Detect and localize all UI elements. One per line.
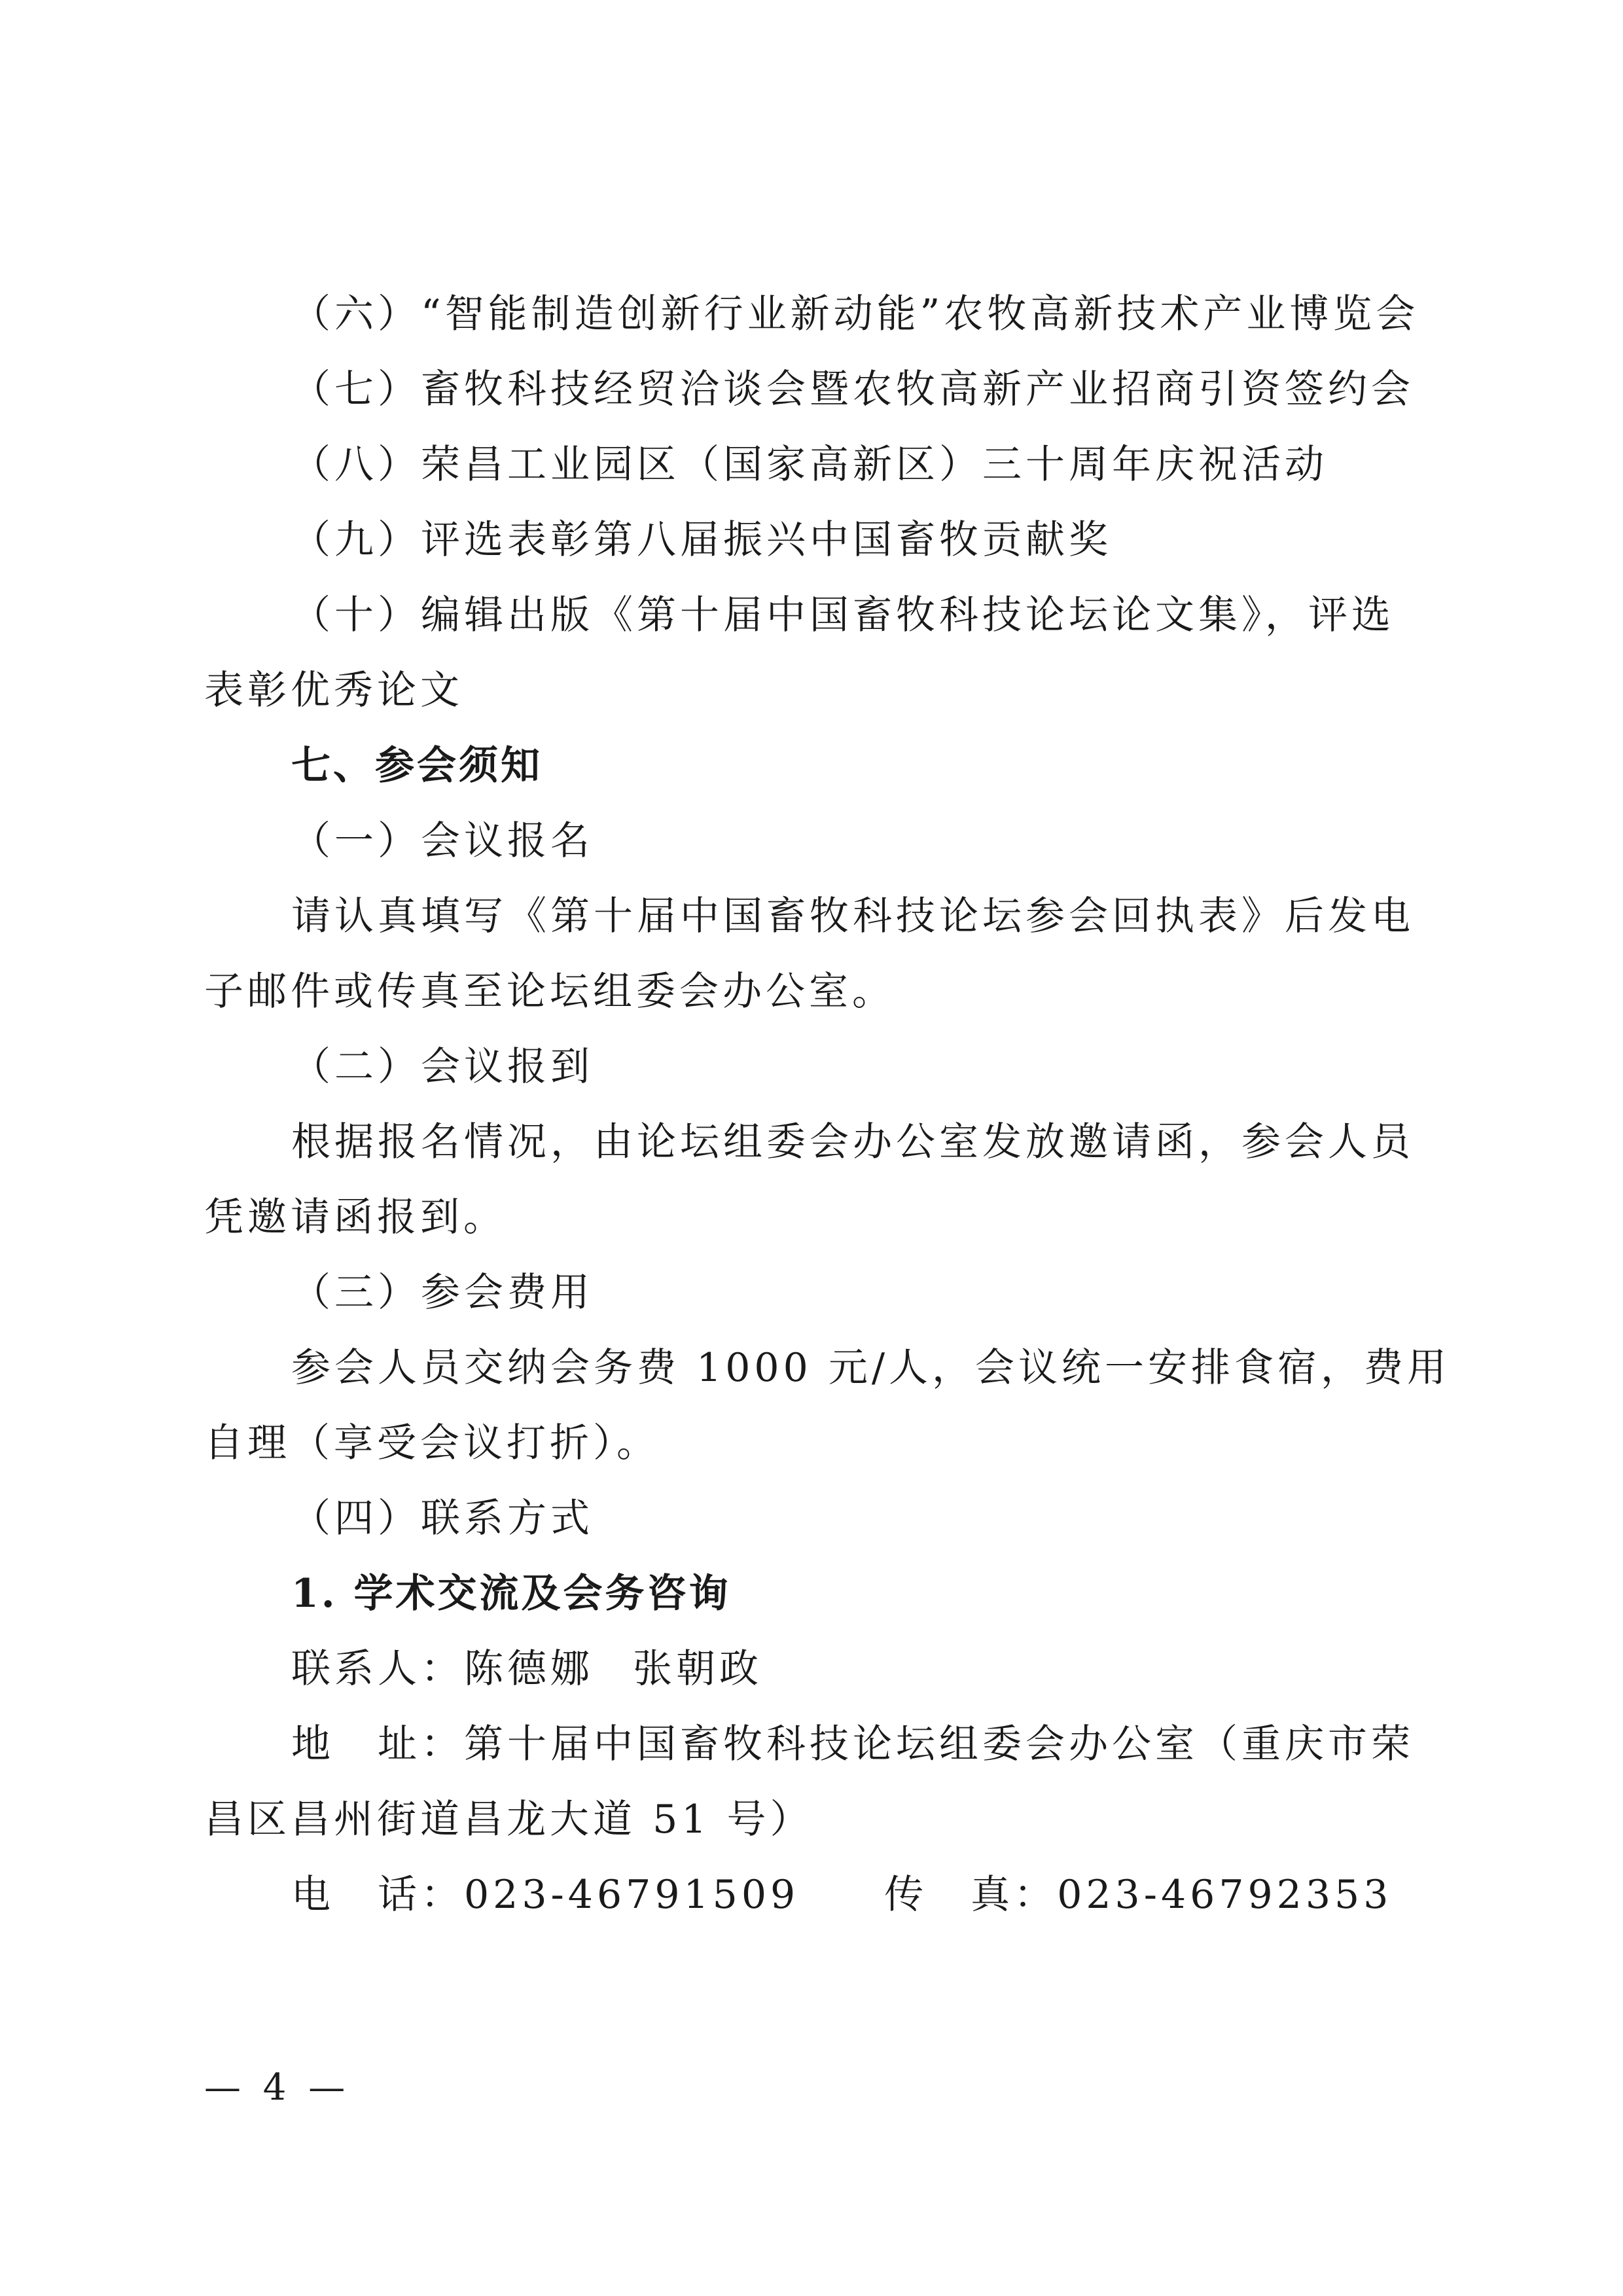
contact-fax-label: 传 真： bbox=[884, 1872, 1058, 1918]
contact-person-1: 陈德娜 bbox=[464, 1646, 594, 1692]
contact-phone-number: 023-46791509 bbox=[464, 1872, 800, 1918]
activity-item-nine: （九）评选表彰第八届振兴中国畜牧贡献奖 bbox=[291, 517, 1112, 563]
fees-text-line1: 参会人员交纳会务费 1000 元/人，会议统一安排食宿，费用 bbox=[291, 1345, 1451, 1391]
contact-address-row bbox=[0, 1718, 1623, 1770]
activity-item-eight: （八）荣昌工业园区（国家高新区）三十周年庆祝活动 bbox=[291, 442, 1328, 488]
activity-item-seven: （七）畜牧科技经贸洽谈会暨农牧高新产业招商引资签约会 bbox=[291, 367, 1414, 412]
registration-text-line2: 子邮件或传真至论坛组委会办公室。 bbox=[204, 969, 895, 1014]
contact-people-row bbox=[0, 1643, 1623, 1695]
contact-address-line1: 第十届中国畜牧科技论坛组委会办公室（重庆市荣 bbox=[464, 1721, 1414, 1767]
check-in-text-line2: 凭邀请函报到。 bbox=[204, 1194, 507, 1240]
activity-item-ten-line2: 表彰优秀论文 bbox=[204, 668, 463, 713]
fees-text-line2: 自理（享受会议打折）。 bbox=[204, 1420, 660, 1466]
registration-heading: （一）会议报名 bbox=[291, 818, 594, 864]
check-in-text-line1: 根据报名情况，由论坛组委会办公室发放邀请函，参会人员 bbox=[291, 1119, 1414, 1165]
section-heading-notice: 七、参会须知 bbox=[291, 743, 543, 789]
contact-person-2: 张朝政 bbox=[633, 1646, 762, 1692]
activity-item-six: （六）“智能制造创新行业新动能”农牧高新技术产业博览会 bbox=[291, 291, 1419, 337]
fees-heading: （三）参会费用 bbox=[291, 1270, 594, 1316]
contact-subheading: 1. 学术交流及会务咨询 bbox=[291, 1571, 731, 1617]
contact-heading: （四）联系方式 bbox=[291, 1496, 594, 1541]
registration-text-line1: 请认真填写《第十届中国畜牧科技论坛参会回执表》后发电 bbox=[291, 893, 1414, 939]
contact-fax-number: 023-46792353 bbox=[1057, 1872, 1393, 1918]
contact-phone-label: 电 话： bbox=[291, 1872, 464, 1918]
contact-address-line2: 昌区昌州街道昌龙大道 51 号） bbox=[204, 1797, 813, 1842]
check-in-heading: （二）会议报到 bbox=[291, 1044, 594, 1090]
page-number: — 4 — bbox=[204, 2066, 351, 2109]
activity-item-ten-line1: （十）编辑出版《第十届中国畜牧科技论坛论文集》，评选 bbox=[291, 592, 1395, 638]
contact-address-label: 地 址： bbox=[291, 1721, 464, 1767]
contact-phone-row bbox=[0, 1869, 1623, 1921]
contact-people-label: 联系人： bbox=[291, 1646, 464, 1692]
